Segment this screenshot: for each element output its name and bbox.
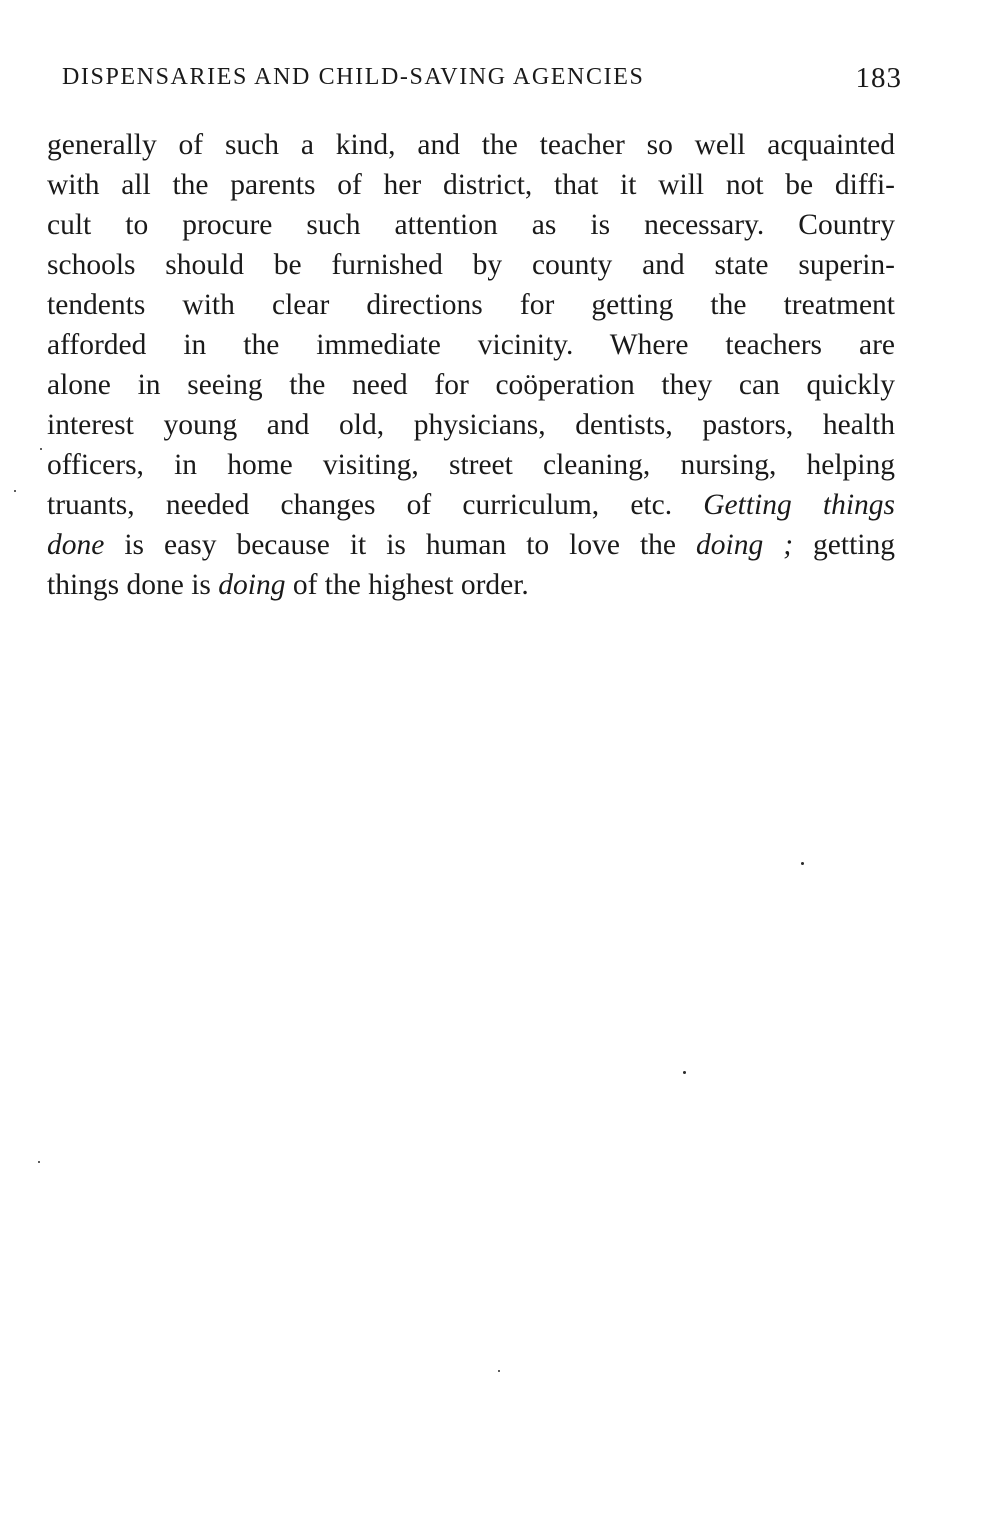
italic-text: Getting things	[703, 489, 895, 521]
text-line	[47, 125, 895, 165]
italic-text: done	[47, 529, 105, 561]
text-segment: getting	[793, 529, 895, 561]
italic-text: doing ;	[696, 529, 794, 561]
text-line	[47, 365, 895, 405]
text-segment: is easy because it is human to love the	[104, 529, 697, 561]
text-line	[47, 445, 895, 485]
text-segment: officers, in home visiting, street cleaning, nursing, helping	[47, 449, 895, 481]
text-segment: afforded in the immediate vicinity. Where teachers are	[47, 329, 895, 361]
text-segment: things done is	[47, 569, 219, 601]
print-speck	[683, 1071, 686, 1074]
text-line	[47, 485, 895, 525]
text-line	[47, 205, 895, 245]
print-speck	[38, 1161, 40, 1163]
text-segment: cult to procure such attention as is necessary. Country	[47, 209, 895, 241]
italic-text: doing	[218, 569, 286, 601]
running-head	[62, 62, 902, 102]
text-line	[47, 245, 895, 285]
print-speck	[801, 862, 804, 865]
running-head-title: DISPENSARIES AND CHILD-SAVING AGENCIES	[62, 64, 645, 90]
text-segment: alone in seeing the need for coöperation they can quickly	[47, 369, 895, 401]
text-line	[47, 565, 895, 605]
text-line	[47, 165, 895, 205]
text-segment: schools should be furnished by county and state superin-	[47, 249, 895, 281]
text-line	[47, 405, 895, 445]
print-speck	[14, 490, 16, 492]
body-paragraph	[47, 125, 895, 605]
text-segment: generally of such a kind, and the teacher so well acquainted	[47, 129, 895, 161]
text-line	[47, 285, 895, 325]
text-segment: interest young and old, physicians, dentists, pastors, health	[47, 409, 895, 441]
text-segment: of the highest order.	[285, 569, 529, 601]
text-line	[47, 525, 895, 565]
print-speck	[498, 1370, 500, 1372]
text-segment: with all the parents of her district, that it will not be diffi-	[47, 169, 895, 201]
text-segment: truants, needed changes of curriculum, etc.	[47, 489, 704, 521]
page-number: 183	[855, 62, 902, 94]
print-speck	[40, 448, 42, 450]
text-line	[47, 325, 895, 365]
text-segment: tendents with clear directions for getting the treatment	[47, 289, 895, 321]
